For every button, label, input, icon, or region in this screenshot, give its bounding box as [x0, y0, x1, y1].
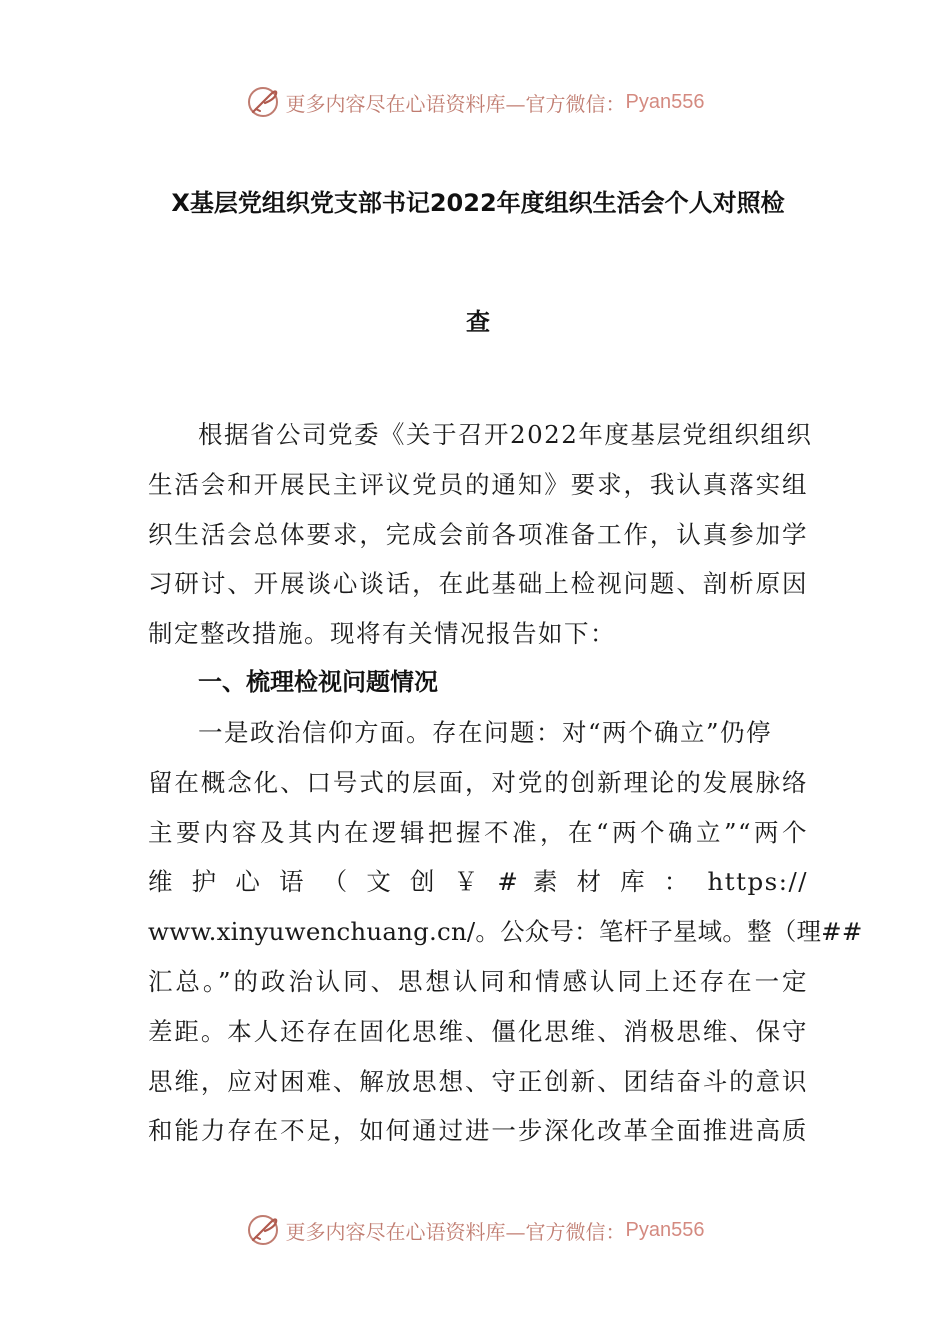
watermark-wechat-id: Pyan556 — [625, 1218, 705, 1241]
body-line: 差距。本人还存在固化思维、僵化思维、消极思维、保守 — [148, 1016, 808, 1046]
watermark-text: 更多内容尽在心语资料库—官方微信： — [285, 1219, 626, 1244]
quill-logo-icon — [246, 85, 280, 119]
body-line: 思维，应对困难、解放思想、守正创新、团结奋斗的意识 — [148, 1066, 808, 1096]
intro-line: 习研讨、开展谈心谈话，在此基础上检视问题、剖析原因 — [148, 569, 808, 599]
quill-logo-icon — [246, 1213, 280, 1247]
body-line: 留在概念化、口号式的层面，对党的创新理论的发展脉络 — [148, 767, 808, 797]
body-line: www.xinyuwenchuang.cn/。公众号：笔杆子星域。整（理## — [148, 917, 863, 947]
body-line: 一是政治信仰方面。存在问题：对“两个确立”仍停 — [198, 718, 773, 747]
body-line: 主要内容及其内在逻辑把握不准，在“两个确立”“两个 — [148, 817, 808, 847]
watermark-wechat-id: Pyan556 — [625, 90, 705, 113]
header-watermark — [0, 82, 950, 122]
footer-watermark — [0, 1210, 950, 1250]
body-line: 维 护 心 语 （ 文 创 ￥ # 素 材 库 ： https:// — [148, 867, 808, 897]
document-title-line-1: X基层党组织党支部书记2022年度组织生活会个人对照检 — [171, 189, 785, 217]
intro-line: 织生活会总体要求，完成会前各项准备工作，认真参加学 — [148, 519, 808, 549]
intro-line: 生活会和开展民主评议党员的通知》要求，我认真落实组 — [148, 469, 808, 499]
body-line: 汇总。”的政治认同、思想认同和情感认同上还存在一定 — [148, 966, 808, 996]
section-paragraph — [148, 708, 863, 1156]
intro-line: 根据省公司党委《关于召开2022年度基层党组织组织 — [198, 420, 813, 449]
intro-paragraph — [148, 410, 813, 659]
body-line: 和能力存在不足，如何通过进一步深化改革全面推进高质 — [148, 1116, 808, 1146]
watermark-text: 更多内容尽在心语资料库—官方微信： — [285, 91, 626, 116]
intro-line: 制定整改措施。现将有关情况报告如下： — [148, 619, 616, 649]
document-title-line-2: 查 — [466, 308, 490, 336]
section-heading: 一、梳理检视问题情况 — [198, 668, 438, 696]
